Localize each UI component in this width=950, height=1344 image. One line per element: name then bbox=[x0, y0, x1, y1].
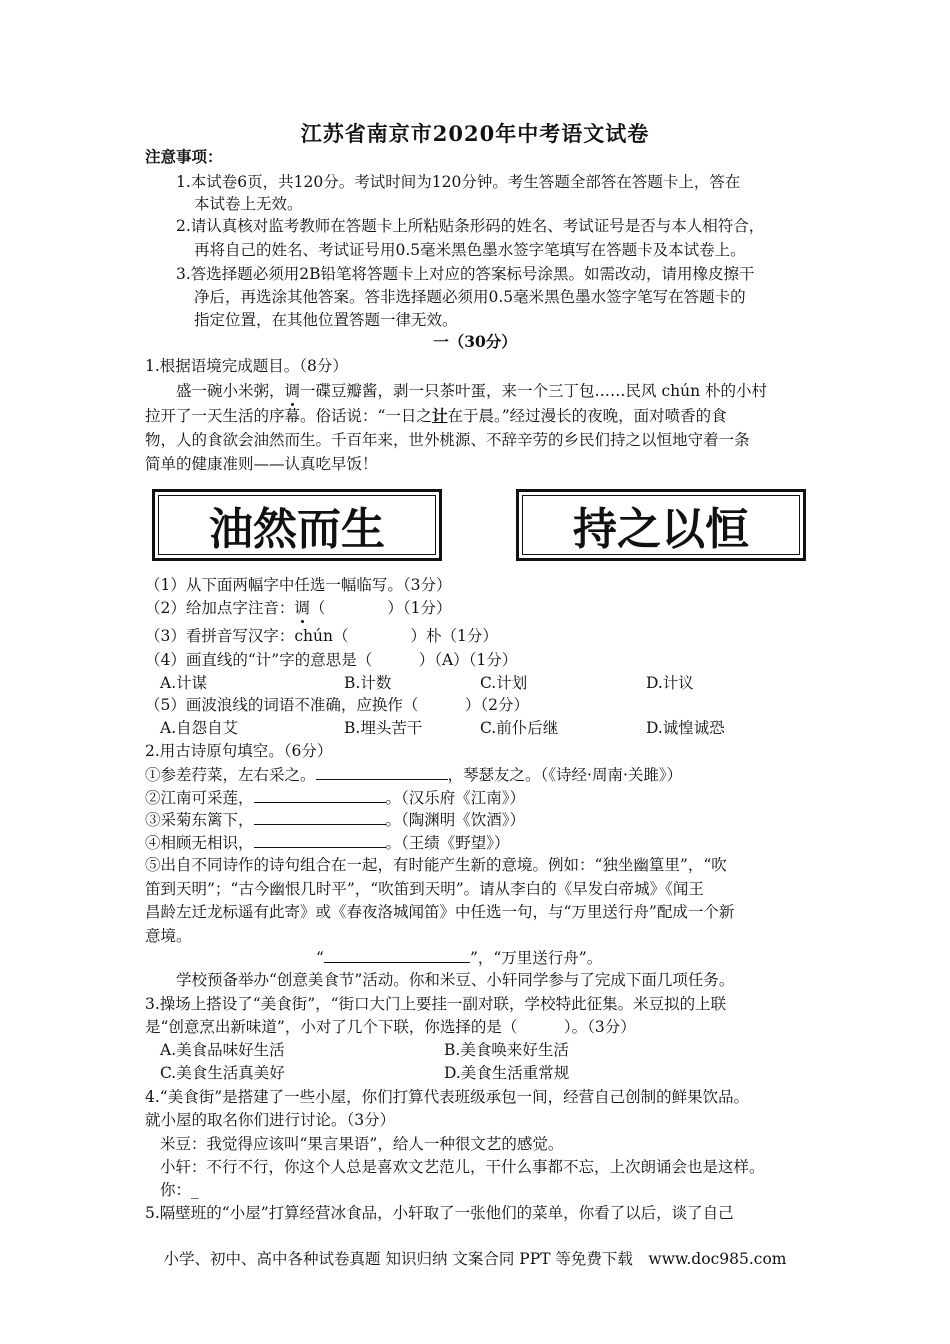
notice-line: 3.答选择题必须用2B铅笔将答题卡上对应的答案标号涂黑。如需改动，请用橡皮擦干 bbox=[176, 265, 755, 283]
option: C.前仆后继 bbox=[480, 719, 559, 737]
underlined-char: 计 bbox=[431, 406, 448, 425]
page-footer: 小学、初中、高中各种试卷真题 知识归纳 文案合同 PPT 等免费下载 www.doc985.com bbox=[163, 1250, 787, 1268]
q2-part5-line: 意境。 bbox=[145, 927, 192, 945]
page-title: 江苏省南京市2020年中考语文试卷 bbox=[300, 121, 650, 146]
q2-part5-line: 笛到天明”；“古今幽恨几时平”，“吹笛到天明”。请从李白的《早发白帝城》《闻王 bbox=[145, 880, 704, 898]
option: D.美食生活重常规 bbox=[444, 1064, 570, 1082]
q1-sub4: （4）画直线的“计”字的意思是（ ）（A）（1分） bbox=[145, 651, 518, 669]
q1-passage-line: 拉开了一天生活的序幕。俗话说：“一日之计在于晨。”经过漫长的夜晚，面对喷香的食 bbox=[145, 406, 727, 425]
option: B.计数 bbox=[344, 674, 392, 692]
notice-line: 本试卷上无效。 bbox=[194, 195, 303, 213]
calligraphy-sample-1: 油然而生 bbox=[152, 489, 442, 561]
notice-line: 1.本试卷6页，共120分。考试时间为120分钟。考生答题全部答在答题卡上，答在 bbox=[176, 173, 741, 191]
option: A.自怨自艾 bbox=[160, 719, 239, 737]
q2-stem: 2.用古诗原句填空。（6分） bbox=[145, 742, 333, 760]
dialogue-answer[interactable]: 你：_ bbox=[160, 1181, 199, 1199]
notice-line: 2.请认真核对监考教师在答题卡上所粘贴条形码的姓名、考试证号是否与本人相符合， bbox=[176, 217, 765, 235]
option: A.计谋 bbox=[160, 674, 208, 692]
option: A.美食品味好生活 bbox=[160, 1041, 285, 1059]
notice-line: 净后，再选涂其他答案。答非选择题必须用0.5毫米黑色墨水签字笔写在答题卡的 bbox=[194, 288, 746, 306]
option: D.计议 bbox=[646, 674, 694, 692]
poem-line: ①参差荇菜，左右采之。 ，琴瑟友之。（《诗经·周南·关雎》） bbox=[145, 763, 682, 786]
q2-part5-line: 昌龄左迁龙标遥有此寄》或《春夜洛城闻笛》中任选一句，与“万里送行舟”配成一个新 bbox=[145, 903, 735, 921]
option: D.诚惶诚恐 bbox=[646, 719, 725, 737]
dialogue-line: 米豆：我觉得应该叫“果言果语”，给人一种很文艺的感觉。 bbox=[160, 1135, 564, 1153]
q2-part5-line: ⑤出自不同诗作的诗句组合在一起，有时能产生新的意境。例如：“独坐幽篁里”，“吹 bbox=[145, 856, 727, 874]
q1-sub2: （2）给加点字注音：调（ ）（1分） bbox=[145, 599, 452, 617]
q1-sub5: （5）画波浪线的词语不准确，应换作（ ）（2分） bbox=[145, 696, 529, 714]
q1-sub1: （1）从下面两幅字中任选一幅临写。（3分） bbox=[145, 576, 452, 594]
notice-line: 再将自己的姓名、考试证号用0.5毫米黑色墨水签字笔填写在答题卡及本试卷上。 bbox=[194, 241, 746, 259]
option: B.埋头苦干 bbox=[344, 719, 423, 737]
calligraphy-sample-2: 持之以恒 bbox=[516, 489, 806, 561]
dotted-char: 调 bbox=[284, 382, 301, 400]
q1-stem: 1.根据语境完成题目。（8分） bbox=[145, 357, 348, 375]
q3-line: 3.操场上搭设了“美食街”，“街口大门上要挂一副对联，学校特此征集。米豆拟的上联 bbox=[145, 995, 727, 1013]
answer-blank[interactable] bbox=[254, 786, 386, 803]
answer-blank[interactable] bbox=[316, 763, 448, 780]
notice-line: 指定位置，在其他位置答题一律无效。 bbox=[194, 311, 458, 329]
poem-line: ④相顾无相识， 。（王绩《野望》） bbox=[145, 831, 510, 854]
activity-intro: 学校预备举办“创意美食节”活动。你和米豆、小轩同学参与了完成下面几项任务。 bbox=[176, 971, 735, 989]
q4-line: 就小屋的取名你们进行讨论。（3分） bbox=[145, 1111, 396, 1129]
section-heading: 一（30分） bbox=[433, 332, 517, 351]
poem-line: ②江南可采莲， 。（汉乐府《江南》） bbox=[145, 786, 525, 809]
poem-line: ③采菊东篱下， 。（陶渊明《饮酒》） bbox=[145, 808, 525, 831]
q1-passage-line: 简单的健康准则——认真吃早饭！ bbox=[145, 455, 378, 473]
q1-sub3: （3）看拼音写汉字：chún（ ）朴（1分） bbox=[145, 627, 498, 645]
option: C.计划 bbox=[480, 674, 528, 692]
answer-blank[interactable] bbox=[254, 831, 386, 848]
dotted-char: 调 bbox=[294, 599, 310, 617]
q2-combo-line: “ ”，“万里送行舟”。 bbox=[316, 946, 602, 969]
q1-passage-line: 盛一碗小米粥，调一碟豆瓣酱，剥一只茶叶蛋，来一个三丁包……民风 chún 朴的小村 bbox=[176, 382, 768, 400]
notice-heading: 注意事项： bbox=[145, 147, 223, 166]
answer-blank[interactable] bbox=[324, 946, 470, 963]
q5-line: 5.隔壁班的“小屋”打算经营冰食品，小轩取了一张他们的菜单，你看了以后，谈了自己 bbox=[145, 1204, 734, 1222]
q1-passage-line: 物，人的食欲会油然而生。千百年来，世外桃源、不辞辛劳的乡民们持之以恒地守着一条 bbox=[145, 431, 750, 449]
dialogue-line: 小轩：不行不行，你这个人总是喜欢文艺范儿，干什么事都不忘，上次朗诵会也是这样。 bbox=[160, 1158, 765, 1176]
q3-line: 是“创意烹出新味道”，小对了几个下联，你选择的是（ ）。（3分） bbox=[145, 1018, 636, 1036]
option: B.美食唤来好生活 bbox=[444, 1041, 569, 1059]
q4-line: 4.“美食街”是搭建了一些小屋，你们打算代表班级承包一间，经营自己创制的鲜果饮品。 bbox=[145, 1088, 750, 1106]
option: C.美食生活真美好 bbox=[160, 1064, 285, 1082]
answer-blank[interactable] bbox=[254, 808, 386, 825]
